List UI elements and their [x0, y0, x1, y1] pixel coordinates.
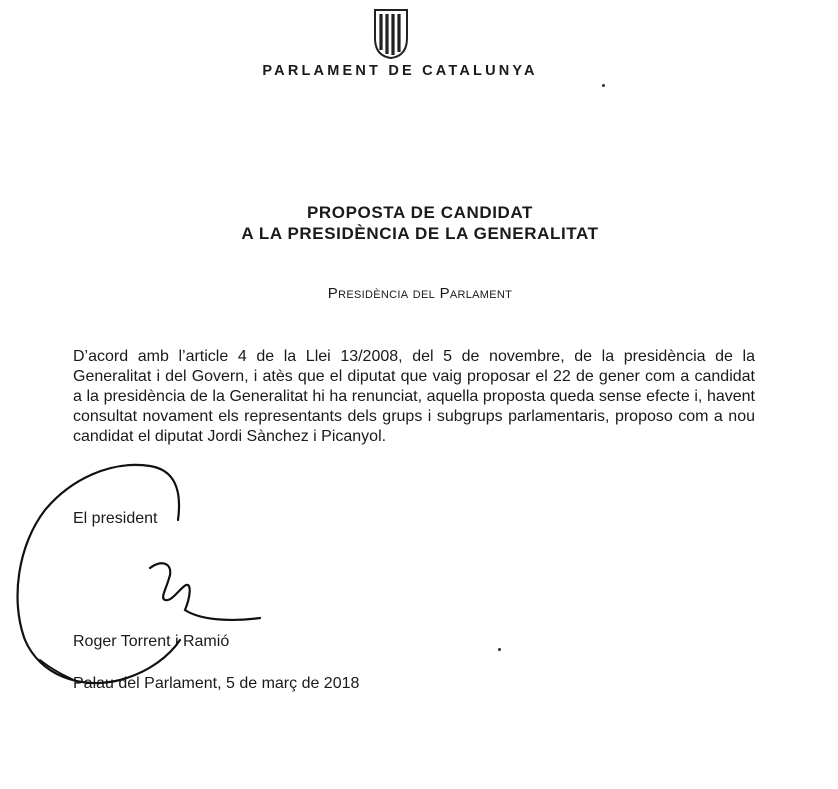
signer-name: Roger Torrent i Ramió — [73, 633, 230, 650]
department-heading: Presidència del Parlament — [327, 285, 513, 302]
scan-speck — [602, 84, 605, 87]
closing-title: El president — [73, 510, 158, 527]
document-title — [180, 202, 660, 244]
place-and-date: Palau del Parlament, 5 de març de 2018 — [73, 675, 360, 692]
document-title-line-1: PROPOSTA DE CANDIDAT — [306, 203, 534, 222]
institution-name: PARLAMENT DE CATALUNYA — [262, 63, 538, 79]
document-title-line-2: A LA PRESIDÈNCIA DE LA GENERALITAT — [241, 224, 599, 243]
body-paragraph: D’acord amb l’article 4 de la Llei 13/2008, del 5 de novembre, de la presidència de la Generalitat i del Govern, i atès que el diputat que vaig proposar el 22 de gener com a candidat a la presidència de la Generalitat hi ha renunciat, aquella proposta queda sense efecte i, havent consultat novament els representants dels grups i subgrups parlamentaris, proposo com a nou candidat el diputat Jordi Sànchez i Picanyol. — [73, 348, 755, 445]
parliament-emblem-icon — [373, 8, 409, 60]
scan-speck — [498, 648, 501, 651]
